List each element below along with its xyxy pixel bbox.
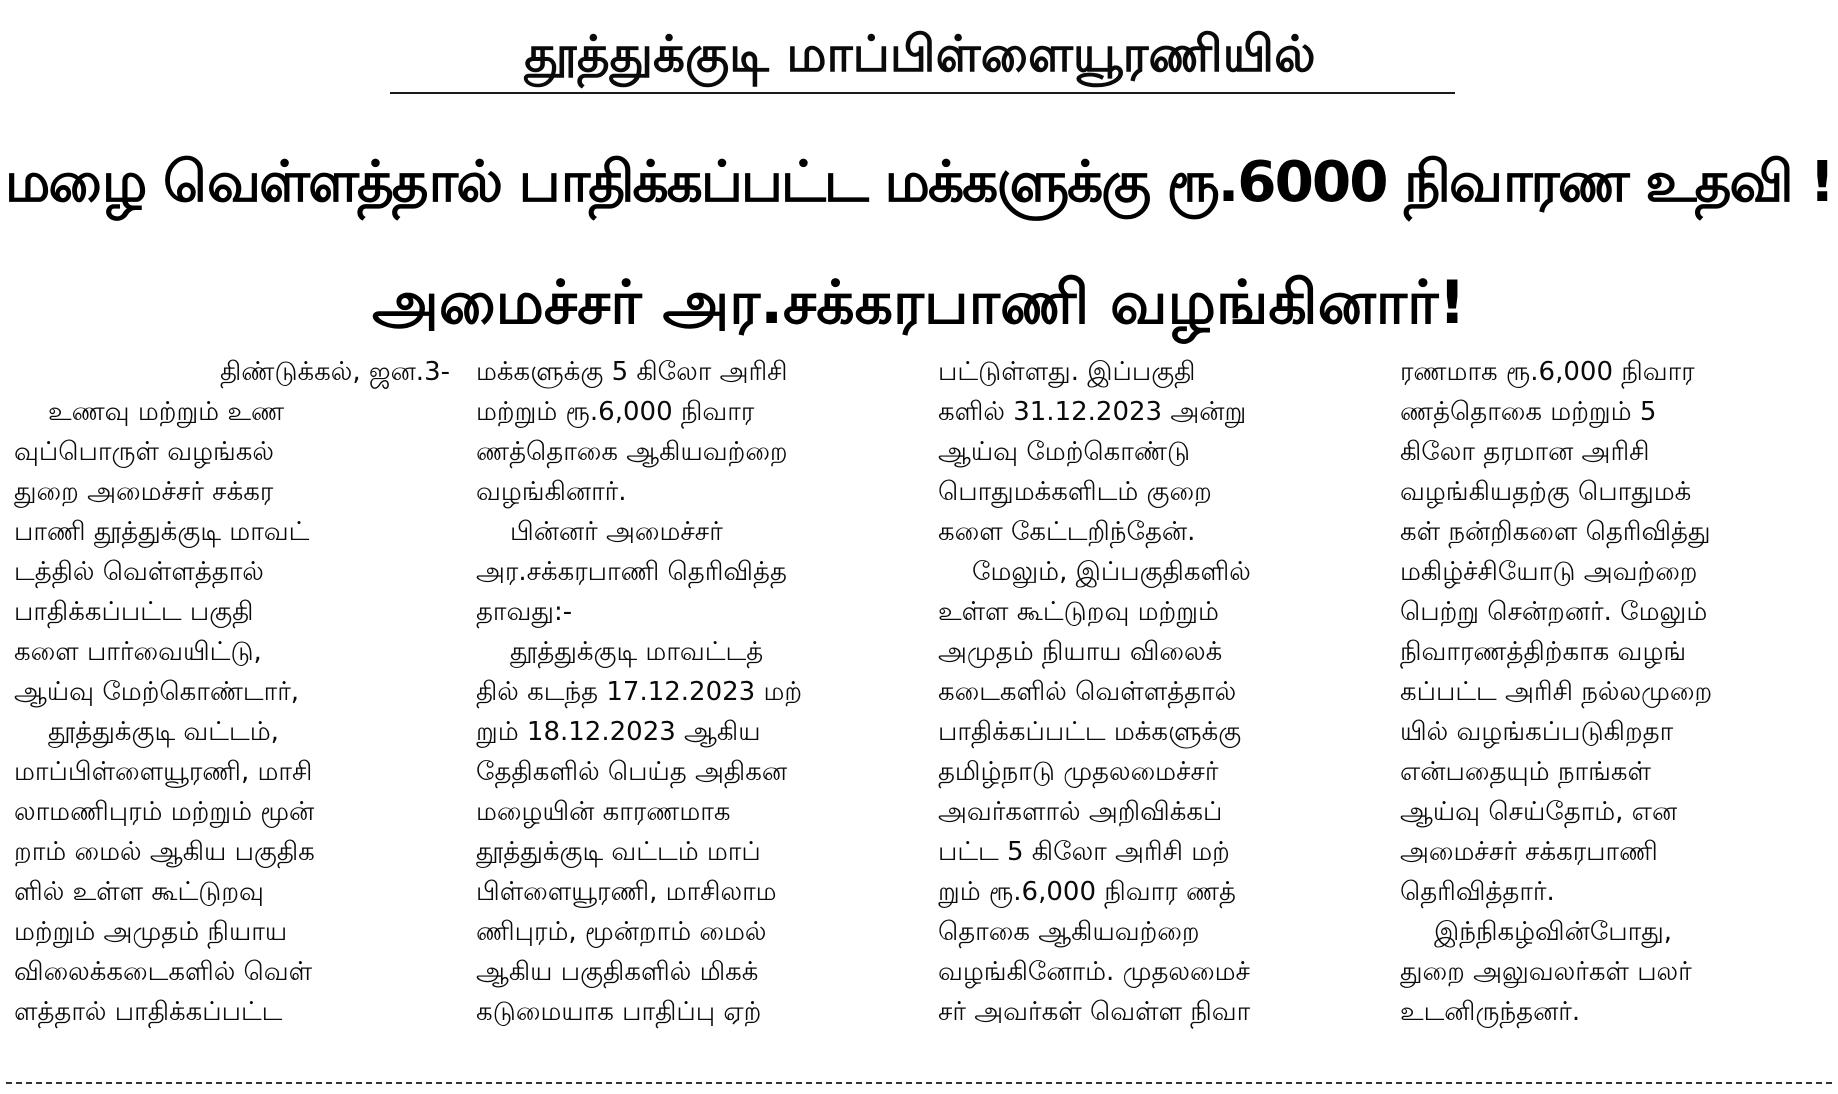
text-line: உடனிருந்தனர்.: [1400, 997, 1581, 1027]
text-line: பெற்று சென்றனர். மேலும்: [1400, 597, 1708, 627]
text-line: மாப்பிள்ளையூரணி, மாசி: [14, 757, 313, 787]
text-line: தில் கடந்த 17.12.2023 மற்: [476, 677, 803, 707]
dateline: திண்டுக்கல், ஜன.3-: [219, 357, 450, 387]
text-line: களை கேட்டறிந்தேன்.: [938, 517, 1196, 547]
text-line: தொகை ஆகியவற்றை: [938, 917, 1200, 947]
text-line: யில் வழங்கப்படுகிறதா: [1400, 717, 1674, 747]
text-line: பட்டுள்ளது. இப்பகுதி: [938, 357, 1196, 387]
kicker-underline: [390, 92, 1455, 94]
text-line: தூத்துக்குடி மாவட்டத்: [510, 637, 764, 667]
text-line: பொதுமக்களிடம் குறை: [938, 477, 1212, 507]
text-line: துறை அமைச்சர் சக்கர: [14, 477, 274, 507]
text-line: பாதிக்கப்பட்ட மக்களுக்கு: [938, 717, 1242, 747]
text-line: என்பதையும் நாங்கள்: [1400, 757, 1651, 787]
text-line: கள் நன்றிகளை தெரிவித்து: [1400, 517, 1711, 547]
text-line: மகிழ்ச்சியோடு அவற்றை: [1400, 557, 1698, 587]
text-line: பின்னர் அமைச்சர்: [510, 517, 723, 547]
text-line: உள்ள கூட்டுறவு மற்றும்: [938, 597, 1219, 627]
text-line: சர் அவர்கள் வெள்ள நிவா: [938, 997, 1251, 1027]
bottom-dashed-divider: [6, 1082, 1832, 1084]
text-line: கடைகளில் வெள்ளத்தால்: [938, 677, 1237, 707]
text-line: ளத்தால் பாதிக்கப்பட்ட: [14, 997, 283, 1027]
text-line: பட்ட 5 கிலோ அரிசி மற்: [938, 837, 1230, 867]
text-line: மற்றும் ரூ.6,000 நிவார: [476, 397, 755, 427]
article-body: [14, 352, 1826, 1062]
text-line: மழையின் காரணமாக: [476, 797, 731, 827]
text-line: ளில் உள்ள கூட்டுறவு: [14, 877, 264, 907]
article-column-1: [14, 352, 450, 1062]
text-line: லாமணிபுரம் மற்றும் மூன்: [14, 797, 315, 827]
text-line: பிள்ளையூரணி, மாசிலாம: [476, 877, 777, 907]
text-line: களில் 31.12.2023 அன்று: [938, 397, 1247, 427]
text-line: வழங்கியதற்கு பொதுமக்: [1400, 477, 1692, 507]
article-column-4: [1400, 352, 1836, 1062]
main-headline: மழை வெள்ளத்தால் பாதிக்கப்பட்ட மக்களுக்கு ரூ.6000 நிவாரண உதவி !: [4, 150, 1834, 215]
text-line: அமுதம் நியாய விலைக்: [938, 637, 1223, 667]
text-line: ஆகிய பகுதிகளில் மிகக்: [476, 957, 759, 987]
text-line: மேலும், இப்பகுதிகளில்: [972, 557, 1251, 587]
text-line: வழங்கினார்.: [476, 477, 627, 507]
text-line: தமிழ்நாடு முதலமைச்சர்: [938, 757, 1219, 787]
text-line: றாம் மைல் ஆகிய பகுதிக: [14, 837, 315, 867]
sub-headline: அமைச்சர் அர.சக்கரபாணி வழங்கினார்!: [372, 268, 1466, 338]
text-line: நிவாரணத்திற்காக வழங்: [1400, 637, 1687, 667]
text-line: வுப்பொருள் வழங்கல்: [14, 437, 275, 467]
article-column-2: [476, 352, 912, 1062]
text-line: தாவது:-: [476, 597, 573, 627]
text-line: ரணமாக ரூ.6,000 நிவார: [1400, 357, 1695, 387]
text-line: தேதிகளில் பெய்த அதிகன: [476, 757, 788, 787]
text-line: உணவு மற்றும் உண: [48, 397, 285, 427]
article-column-3: [938, 352, 1374, 1062]
text-line: மக்களுக்கு 5 கிலோ அரிசி: [476, 357, 788, 387]
text-line: தூத்துக்குடி வட்டம்,: [48, 717, 279, 747]
text-line: ணத்தொகை ஆகியவற்றை: [476, 437, 788, 467]
kicker-headline: தூத்துக்குடி மாப்பிள்ளையூரணியில்: [524, 25, 1316, 83]
text-line: இந்நிகழ்வின்போது,: [1434, 917, 1673, 947]
text-line: வழங்கினோம். முதலமைச்: [938, 957, 1250, 987]
text-line: துறை அலுவலர்கள் பலர்: [1400, 957, 1692, 987]
text-line: ணத்தொகை மற்றும் 5: [1400, 397, 1657, 427]
text-line: றும் ரூ.6,000 நிவார ணத்: [938, 877, 1236, 907]
text-line: ணிபுரம், மூன்றாம் மைல்: [476, 917, 767, 947]
text-line: ஆய்வு செய்தோம், என: [1400, 797, 1678, 827]
text-line: பாதிக்கப்பட்ட பகுதி: [14, 597, 254, 627]
text-line: மற்றும் அமுதம் நியாய: [14, 917, 288, 947]
text-line: கப்பட்ட அரிசி நல்லமுறை: [1400, 677, 1713, 707]
text-line: றும் 18.12.2023 ஆகிய: [476, 717, 761, 747]
text-line: தூத்துக்குடி வட்டம் மாப்: [476, 837, 761, 867]
text-line: அவர்களால் அறிவிக்கப்: [938, 797, 1223, 827]
text-line: களை பார்வையிட்டு,: [14, 637, 262, 667]
text-line: அமைச்சர் சக்கரபாணி: [1400, 837, 1658, 867]
text-line: ஆய்வு மேற்கொண்டு: [938, 437, 1191, 467]
text-line: தெரிவித்தார்.: [1400, 877, 1555, 907]
text-line: பாணி தூத்துக்குடி மாவட்: [14, 517, 310, 547]
text-line: ஆய்வு மேற்கொண்டார்,: [14, 677, 300, 707]
text-line: டத்தில் வெள்ளத்தால்: [14, 557, 264, 587]
text-line: அர.சக்கரபாணி தெரிவித்த: [476, 557, 787, 587]
text-line: கிலோ தரமான அரிசி: [1400, 437, 1650, 467]
text-line: விலைக்கடைகளில் வெள்: [14, 957, 313, 987]
text-line: கடுமையாக பாதிப்பு ஏற்: [476, 997, 762, 1027]
